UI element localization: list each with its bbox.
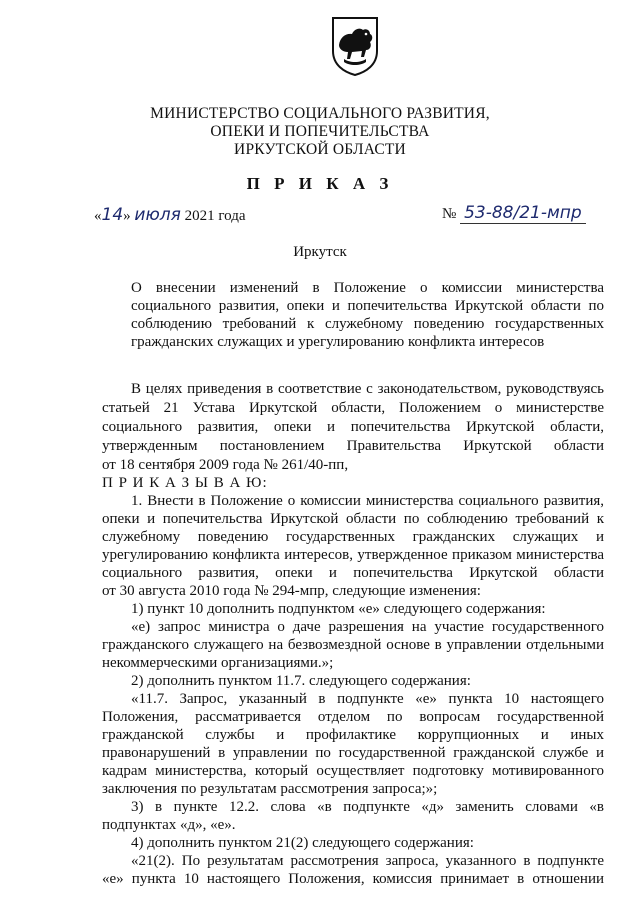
body-line: урегулированию конфликта интересов, утвержденное приказом министерства [102,547,604,563]
order-heading: П Р И К А З Ы В А Ю: [102,475,268,491]
body-line: от 30 августа 2010 года № 294-мпр, следующие изменения: [102,583,481,599]
body-line: 1. Внести в Положение о комиссии министерства социального развития, [131,493,604,509]
preamble-line: В целях приведения в соответствие с законодательством, руководствуясь [131,381,604,397]
body-line: служебному поведению государственных гражданских служащих и [102,529,604,545]
body-line: 1) пункт 10 дополнить подпунктом «е» следующего содержания: [131,601,546,617]
body-line: гражданской службы и профилактике коррупционных и иных [102,727,604,743]
ministry-name-line-2: ОПЕКИ И ПОПЕЧИТЕЛЬСТВА [210,123,430,140]
irkutsk-coat-of-arms-icon [330,15,380,77]
subject-line: социального развития, опеки и попечительства Иркутской области по [131,298,604,314]
ministry-name-line-1: МИНИСТЕРСТВО СОЦИАЛЬНОГО РАЗВИТИЯ, [150,105,490,122]
body-line: 4) дополнить пунктом 21(2) следующего содержания: [131,835,474,851]
body-line: социального развития, опеки и попечительства Иркутской области [102,565,604,581]
body-line: правонарушений в управлении по государственной гражданской службе и [102,745,604,761]
body-line: «21(2). По результатам рассмотрения запроса, указанного в подпункте [131,853,604,869]
body-line: опеки и попечительства Иркутской области по соблюдению требований к [102,511,604,527]
body-line: кадрам министерства, который осуществляет подготовку мотивированного [102,763,604,779]
ministry-name-line-3: ИРКУТСКОЙ ОБЛАСТИ [234,141,406,158]
date-month: июля [134,205,181,225]
date-year: 2021 года [184,208,246,224]
city-name: Иркутск [293,244,347,260]
body-line: некоммерческими организациями.»; [102,655,334,671]
subject-line: гражданских служащих и урегулированию конфликта интересов [131,334,545,350]
body-line: заключения по результатам рассмотрения запроса;»; [102,781,438,797]
preamble-line: статьей 21 Устава Иркутской области, Положением о министерстве [102,400,604,416]
order-date [94,205,245,225]
body-line: 2) дополнить пунктом 11.7. следующего содержания: [131,673,471,689]
body-line: «е» пункта 10 настоящего Положения, комиссия принимает в отношении [102,871,604,887]
number-prefix: № [442,206,457,222]
document-type-title: П Р И К А З [246,174,394,193]
number-value: 53-88/21-мпр [460,203,586,224]
subject-line: О внесении изменений в Положение о комиссии министерства [131,280,604,296]
preamble-line: утвержденным постановлением Правительства Иркутской области [102,438,604,454]
order-number [442,203,586,224]
body-line: «е) запрос министра о даче разрешения на участие государственного [131,619,604,635]
body-line: 3) в пункте 12.2. слова «в подпункте «д» заменить словами «в [131,799,604,815]
preamble-line: социального развития, опеки и попечительства Иркутской области, [102,419,604,435]
body-line: подпунктах «д», «е». [102,817,236,833]
date-open-quote: « [94,208,102,224]
body-line: гражданского служащего на безвозмездной основе в управлении отдельными [102,637,604,653]
preamble-line: от 18 сентября 2009 года № 261/40-пп, [102,457,349,473]
date-close-quote: » [123,208,131,224]
date-day: 14 [101,205,124,225]
body-line: «11.7. Запрос, указанный в подпункте «е» пункта 10 настоящего [131,691,604,707]
subject-line: соблюдению требований к служебному поведению государственных [131,316,604,332]
body-line: Положения, рассматривается отделом по вопросам государственной [102,709,604,725]
